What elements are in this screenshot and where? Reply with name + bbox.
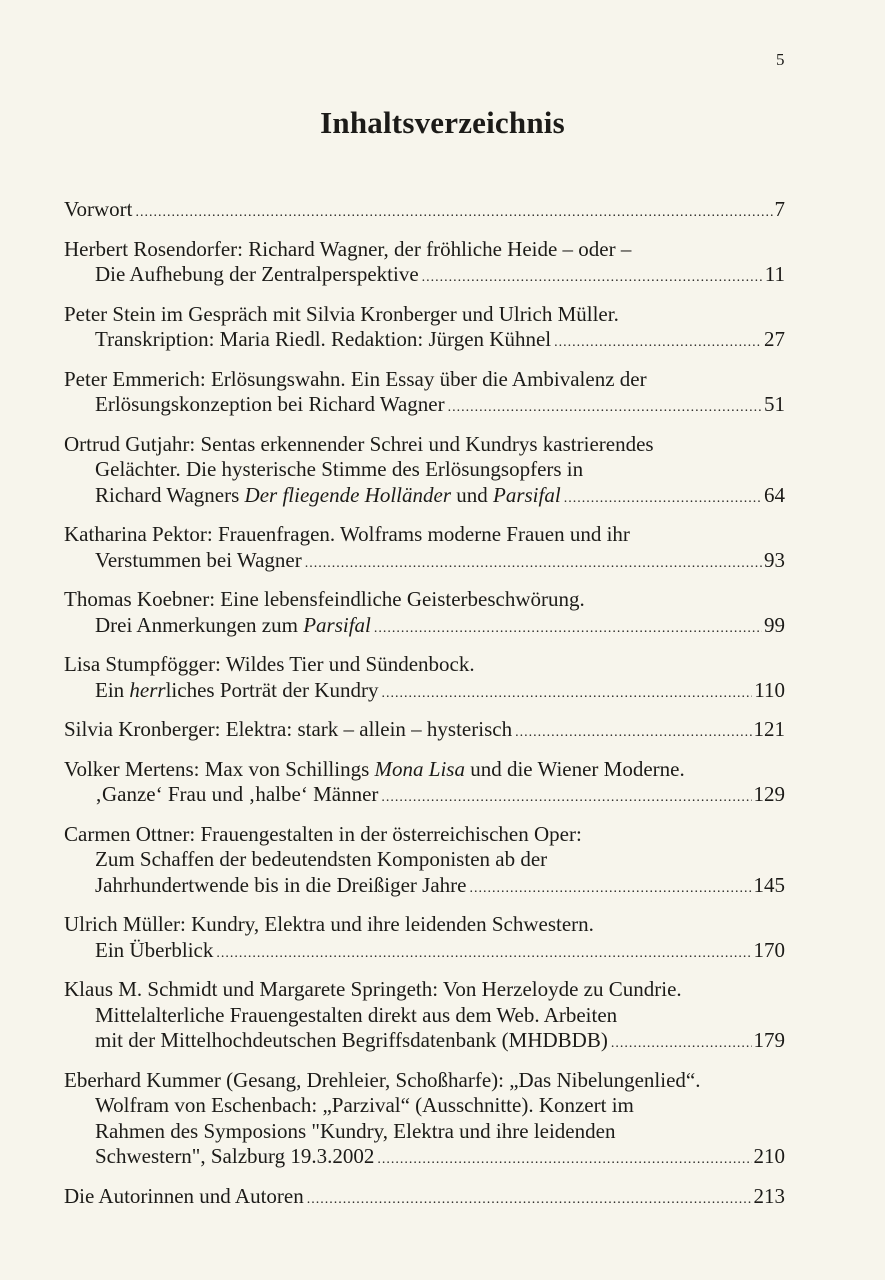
dot-leader — [554, 330, 762, 356]
dot-leader — [135, 200, 772, 226]
dot-leader — [469, 876, 751, 902]
toc-entry-line: Wolfram von Eschenbach: „Parzival“ (Ausschnitte). Konzert im — [95, 1093, 634, 1117]
toc-entry-line: Ortrud Gutjahr: Sentas erkennender Schrei und Kundrys kastrierendes — [64, 431, 654, 456]
toc-page-number: 129 — [753, 782, 785, 806]
toc-page-number: 27 — [764, 327, 785, 351]
toc-entry-line: Volker Mertens: Max von Schillings Mona Lisa und die Wiener Moderne. — [64, 756, 685, 781]
toc-entry-line: Mittelalterliche Frauengestalten direkt aus dem Web. Arbeiten — [95, 1002, 618, 1027]
work-title-italic: Parsifal — [303, 612, 371, 637]
toc-page-number: 51 — [764, 392, 785, 416]
dot-leader — [381, 681, 752, 707]
toc-entry-line: Gelächter. Die hysterische Stimme des Erlösungsopfers in — [95, 457, 584, 481]
toc-entry-line: Zum Schaffen der bedeutendsten Komponisten ab der — [95, 847, 548, 871]
toc-entry-mertens — [64, 757, 785, 811]
toc-entry-line: Ein Überblick — [95, 937, 214, 962]
dot-leader — [374, 616, 762, 642]
toc-entry-line: ‚Ganze‘ Frau und ‚halbe‘ Männer — [95, 782, 379, 806]
toc-page-number: 99 — [764, 612, 785, 637]
page-number: 5 — [776, 50, 785, 69]
toc-entry-mueller — [64, 912, 785, 966]
page-title: Inhaltsverzeichnis — [320, 105, 565, 140]
toc-entry-line: Transkription: Maria Riedl. Redaktion: Jürgen Kühnel — [95, 327, 552, 351]
toc-entry-line: Lisa Stumpfögger: Wildes Tier und Sündenbock. — [64, 652, 475, 676]
work-title-italic: Der fliegende Holländer — [244, 482, 451, 507]
toc-entry-line: Ein herrliches Porträt der Kundry — [95, 677, 379, 702]
toc-page-number: 93 — [764, 547, 785, 572]
toc-entry-line: Peter Stein im Gespräch mit Silvia Kronberger und Ulrich Müller. — [64, 301, 619, 326]
toc-page-number: 11 — [764, 262, 785, 286]
toc-page-number: 170 — [753, 937, 785, 962]
dot-leader — [422, 265, 763, 291]
toc-page-number: 121 — [753, 717, 785, 741]
toc-entry-line: Die Autorinnen und Autoren — [64, 1183, 304, 1208]
toc-entry-rosendorfer — [64, 237, 785, 291]
dot-leader — [515, 720, 751, 746]
toc-entry-line: Eberhard Kummer (Gesang, Drehleier, Schoßharfe): „Das Nibelungenlied“. — [64, 1067, 701, 1092]
toc-entry-stumpfoegger — [64, 652, 785, 706]
toc-entry-koebner — [64, 587, 785, 641]
toc-page-number: 213 — [753, 1183, 785, 1208]
toc-entry-ottner — [64, 822, 785, 902]
dot-leader — [448, 395, 762, 421]
toc-entry-schmidt-springeth — [64, 977, 785, 1057]
toc-entry-vorwort — [64, 197, 785, 226]
toc-page-number: 7 — [774, 197, 785, 221]
toc-entry-line: Drei Anmerkungen zum Parsifal — [95, 612, 371, 637]
toc-page-number: 210 — [753, 1144, 785, 1168]
toc-entry-title: Vorwort — [64, 197, 133, 221]
toc-entry-line: Jahrhundertwende bis in die Dreißiger Jahre — [95, 872, 467, 897]
toc-entry-pektor — [64, 522, 785, 576]
toc-entry-line: Verstummen bei Wagner — [95, 547, 302, 572]
toc-entry-line: Die Aufhebung der Zentralperspektive — [95, 262, 419, 286]
dot-leader — [611, 1031, 752, 1057]
table-of-contents — [64, 197, 785, 1212]
work-title-italic: Mona Lisa — [374, 756, 465, 781]
italic-emphasis: herr — [129, 677, 166, 702]
toc-entry-line: mit der Mittelhochdeutschen Begriffsdatenbank (MHDBDB) — [95, 1028, 608, 1052]
toc-entry-line: Richard Wagners Der fliegende Holländer und Parsifal — [95, 482, 561, 507]
toc-entry-line: Thomas Koebner: Eine lebensfeindliche Geisterbeschwörung. — [64, 587, 585, 611]
dot-leader — [307, 1187, 752, 1213]
toc-entry-gutjahr — [64, 432, 785, 512]
dot-leader — [381, 785, 751, 811]
toc-entry-line: Rahmen des Symposions "Kundry, Elektra und ihre leidenden — [95, 1118, 616, 1143]
toc-page-number: 64 — [764, 482, 785, 507]
toc-entry-emmerich — [64, 367, 785, 421]
dot-leader — [564, 486, 762, 512]
toc-entry-line: Herbert Rosendorfer: Richard Wagner, der fröhliche Heide – oder – — [64, 236, 632, 261]
toc-entry-kummer — [64, 1068, 785, 1173]
dot-leader — [305, 551, 762, 577]
toc-entry-line: Carmen Ottner: Frauengestalten in der österreichischen Oper: — [64, 821, 582, 846]
toc-entry-kronberger — [64, 717, 785, 746]
toc-entry-line: Erlösungskonzeption bei Richard Wagner — [95, 392, 445, 416]
work-title-italic: Parsifal — [493, 482, 561, 507]
toc-entry-line: Silvia Kronberger: Elektra: stark – allein – hysterisch — [64, 717, 513, 741]
toc-entry-line: Ulrich Müller: Kundry, Elektra und ihre leidenden Schwestern. — [64, 912, 594, 936]
toc-page-number: 179 — [753, 1028, 785, 1052]
dot-leader — [216, 941, 751, 967]
toc-page-number: 145 — [753, 872, 785, 897]
toc-entry-line: Peter Emmerich: Erlösungswahn. Ein Essay über die Ambivalenz der — [64, 366, 647, 391]
toc-entry-stein — [64, 302, 785, 356]
toc-entry-line: Schwestern", Salzburg 19.3.2002 — [95, 1144, 375, 1168]
toc-page-number: 110 — [754, 677, 785, 702]
toc-entry-autoren — [64, 1184, 785, 1213]
toc-entry-line: Klaus M. Schmidt und Margarete Springeth: Von Herzeloyde zu Cundrie. — [64, 977, 682, 1001]
toc-entry-line: Katharina Pektor: Frauenfragen. Wolframs moderne Frauen und ihr — [64, 522, 630, 546]
dot-leader — [377, 1147, 751, 1173]
